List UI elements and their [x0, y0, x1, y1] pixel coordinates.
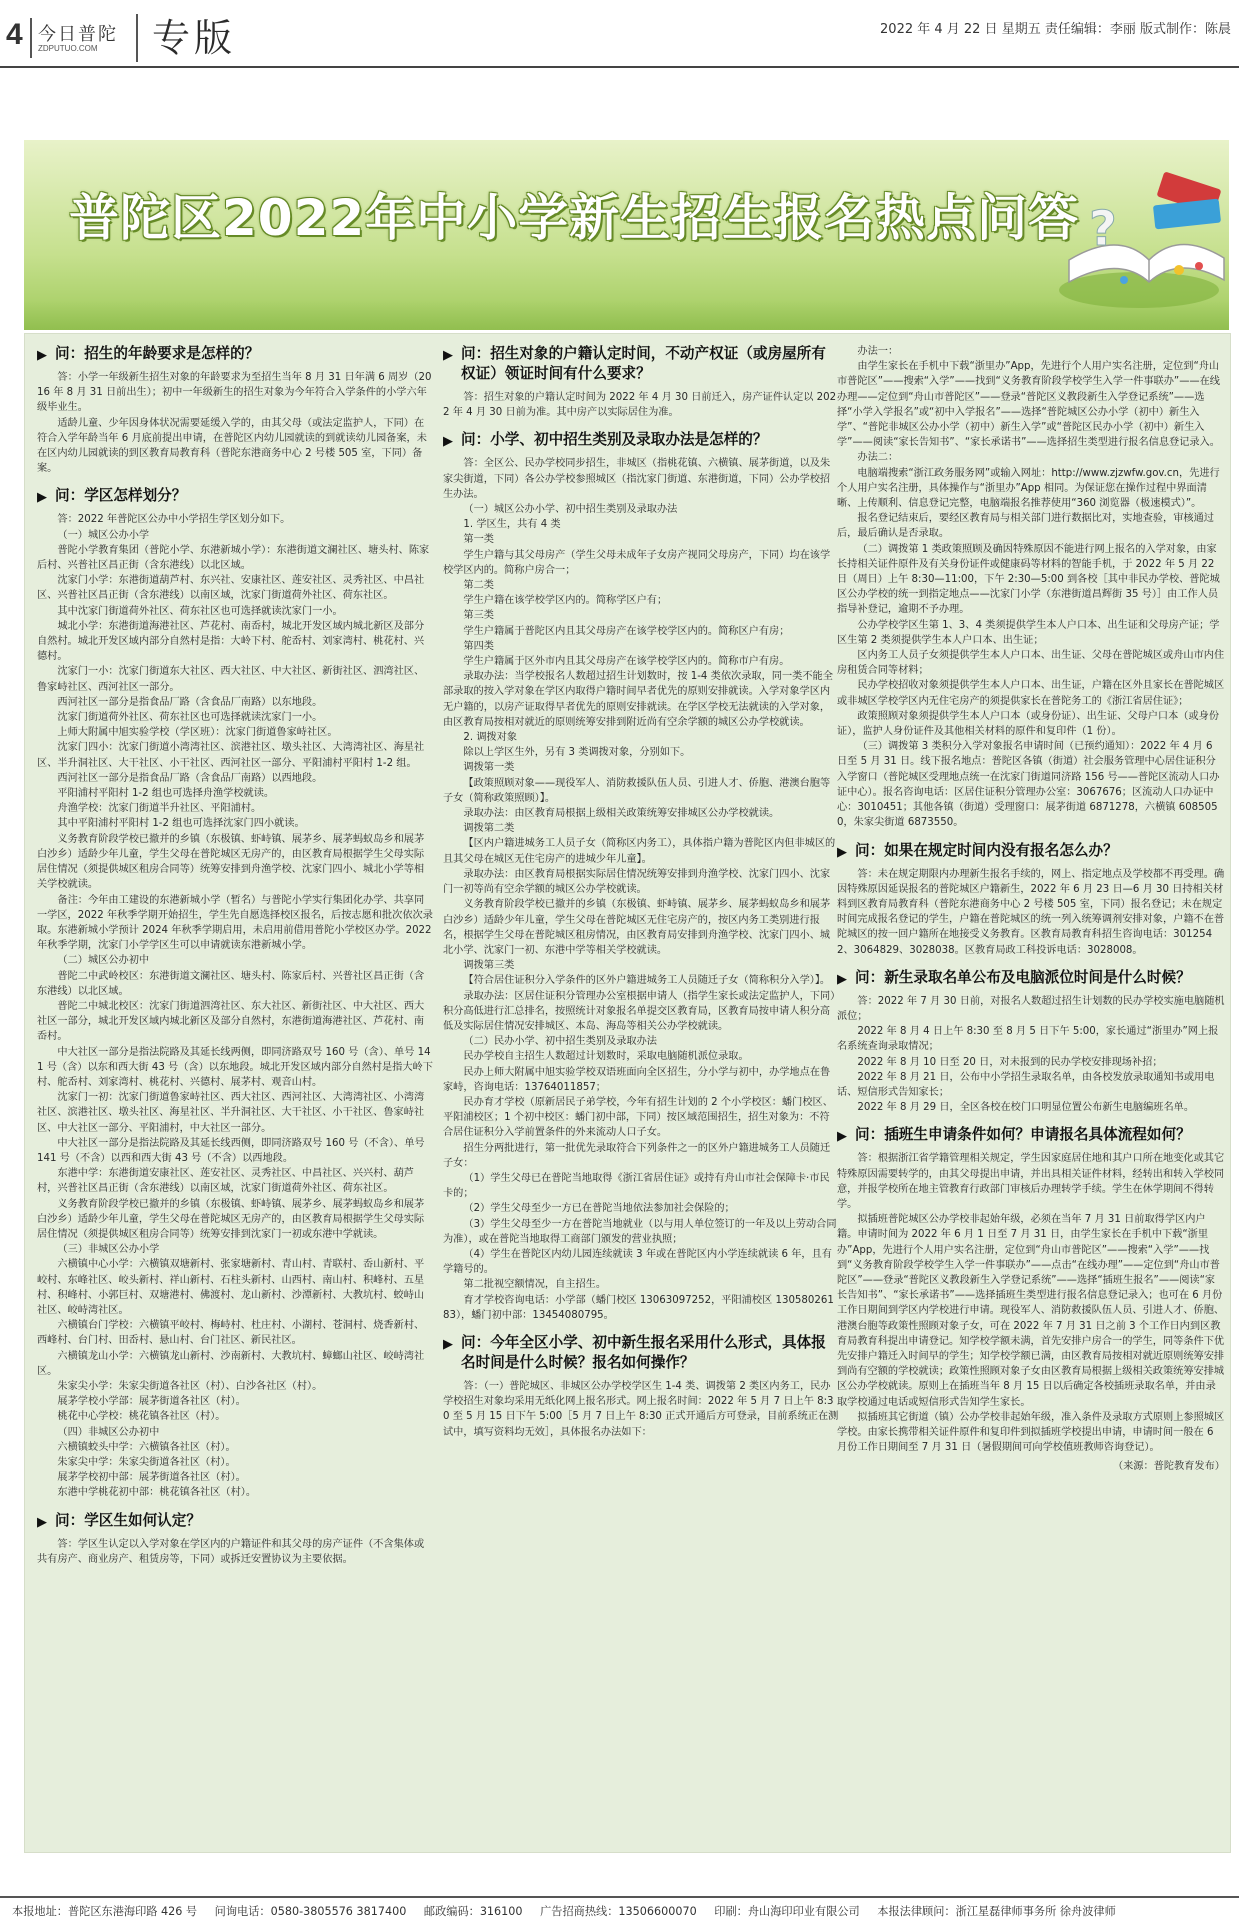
qa-block-enrollment-categories	[443, 430, 839, 1323]
answer-paragraph: 沈家门四小：沈家门街道小湾湾社区、滨港社区、墩头社区、大湾湾社区、海星社区、半升洞社区、大干社区、小干社区、西河社区一部分、平阳浦村平阳村 1-2 组。	[37, 742, 425, 769]
answer-paragraph: 录取办法：由区教育局根据上级相关政策统筹安排城区公办学校就读。	[463, 808, 780, 820]
question-text: 问：新生录取名单公布及电脑派位时间是什么时候？	[855, 968, 1191, 986]
answer-paragraph: 调拨第三类	[463, 960, 515, 972]
answer-paragraph: 2022 年 8 月 21 日，公布中小学招生录取名单，由各校发放录取通知书或用电话、短信形式告知家长；	[837, 1071, 1215, 1098]
answer-paragraph: 舟渔学校：沈家门街道半升社区、平阳浦村。	[57, 803, 262, 815]
answer-paragraph: 区内务工人员子女须提供学生本人户口本、出生证、父母在普陀城区或舟山市内住房租赁合同等材料；	[837, 650, 1225, 677]
answer-paragraph: 答：招生对象的户籍认定时间为 2022 年 4 月 30 日前迁入，房产证件认定以 2022 年 4 月 30 日前为准。其中房产以实际居住为准。	[443, 392, 837, 419]
answer-paragraph: 答：根据浙江省学籍管理相关规定，学生因家庭居住地和其户口所在地变化或其它特殊原因需要转学的，由其父母提出申请，并出具相关证件材料，经转出和转入学校同意，并报学校所在地主管教育行政部门审核后办理转学手续。学生在休学期间不得转学。	[837, 1153, 1225, 1210]
question-text: 问：如果在规定时间内没有报名怎么办？	[855, 841, 1118, 859]
triangle-bullet-icon: ▶	[837, 1129, 847, 1145]
qa-block-district	[37, 486, 433, 1500]
triangle-bullet-icon: ▶	[37, 348, 47, 363]
answer-paragraph: 其中沈家门街道荷外社区、荷东社区也可选择就读沈家门一小。	[57, 605, 343, 617]
footer-ad-hotline: 广告招商热线：13506600070	[540, 1905, 697, 1918]
answer-paragraph: 学生户籍属于区外市内且其父母房产在该学校学区内的。简称市户有房。	[463, 656, 790, 668]
footer-phone: 问询电话：0580-3805576 3817400	[214, 1905, 407, 1918]
answer-paragraph: 办法一：	[857, 346, 899, 357]
answer-paragraph: 朱家尖中学：朱家尖街道各社区（村）。	[57, 1457, 236, 1469]
answer-paragraph: （2）学生父母至少一方已在普陀当地依法参加社会保险的；	[463, 1203, 735, 1215]
question-heading	[443, 344, 839, 384]
answer-paragraph: 六横镇台门学校：六横镇平峧村、梅峙村、杜庄村、小湖村、苍洞村、烧香新村、西峰村、台门村、田岙村、悬山村、台门社区、新民社区。	[37, 1320, 425, 1347]
footer-address: 本报地址：普陀区东港海印路 426 号	[12, 1905, 198, 1918]
question-heading	[37, 486, 433, 506]
answer-paragraph: （二）调拨第 1 类政策照顾及确因特殊原因不能进行网上报名的入学对象，由家长持相关证件原件及有关身份证件或健康码等材料的智能手机，于 2022 年 5 月 22 日（周日）上午 8:30—11:00，下午 2:30—5:00 到各校［其中非民办学校、普陀城区公办学校的统一到指定地点——沈家门小学（东港街道昌辉街 35 号）］由工作人员指导补登记，逾期不予办理。	[837, 543, 1220, 616]
answer-paragraph: 沈家门小学：东港街道葫芦村、东兴社、安康社区、莲安社区、灵秀社区、中昌社区、兴普社区昌正街（含东港线）以南区域，沈家门街道荷外社区、荷东社区。	[37, 575, 425, 602]
answer-paragraph: 答：全区公、民办学校同步招生，非城区（指桃花镇、六横镇、展茅街道，以及朱家尖街道，下同）各公办学校参照城区（指沈家门街道、东港街道，下同）公办学校招生办法。	[443, 458, 831, 500]
answer-paragraph: 【政策照顾对象——现役军人、消防救援队伍人员、引进人才、侨胞、港澳台胞等子女（简称政策照顾）】。	[443, 777, 831, 804]
answer-paragraph: （4）学生在普陀区内幼儿园连续就读 3 年或在普陀区内小学连续就读 6 年，且有学籍号的。	[443, 1248, 832, 1276]
answer-paragraph: 录取办法：由区教育局根据实际居住情况统筹安排到舟渔学校、沈家门四小、沈家门一初等尚有空余学额的城区公办学校就读。	[443, 868, 831, 896]
answer-paragraph: 展茅学校初中部：展茅街道各社区（村）。	[57, 1472, 246, 1484]
answer-paragraph: 普陀二中城北校区：沈家门街道泗湾社区、东大社区、新街社区、中大社区、西大社区一部分，城北开发区域内城北新区及部分自然村，东港街道海港社区、芦花村、南岙村。	[37, 1000, 425, 1043]
answer-paragraph: 义务教育阶段学校已撤并的乡镇（东极镇、虾峙镇、展茅乡、展茅蚂蚁岛乡和展茅白沙乡）适龄少年儿童，学生父母在普陀城区无住宅房产的，按区内务工类别进行报名，根据学生父母在普陀城区租房情况，由区教育局安排到舟渔学校、沈家门四小、城北小学、沈家门一初、东港中学等相关学校就读。	[443, 899, 831, 956]
answer-paragraph: 义务教育阶段学校已撤并的乡镇（东极镇、虾峙镇、展茅乡、展茅蚂蚁岛乡和展茅白沙乡）适龄少年儿童，学生父母在普陀城区无房产的，由区教育局根据学生父母实际居住情况（须提供城区租房合同等）统筹安排到沈家门一初或东港中学就读。	[37, 1198, 425, 1240]
question-text: 问：招生的年龄要求是怎样的？	[55, 345, 260, 362]
answer-subheading: （四）非城区公办初中	[57, 1426, 160, 1438]
question-heading	[443, 430, 839, 450]
answer-paragraph: 2. 调拨对象	[463, 732, 518, 744]
answer-subheading: （三）非城区公办小学	[57, 1244, 160, 1256]
answer-paragraph: 学生户籍与其父母房产（学生父母未成年子女房产视同父母房产，下同）均在该学校学区内的。简称户房合一；	[443, 549, 831, 576]
question-heading	[443, 1333, 839, 1373]
answer-paragraph: 西河社区一部分是指食品厂路（含食品厂南路）以西地段。	[57, 772, 323, 784]
answer-paragraph: 政策照顾对象须提供学生本人户口本（或身份证）、出生证、父母户口本（或身份证），监护人身份证件及其他相关材料的原件和复印件（1 份）。	[837, 710, 1220, 738]
answer-paragraph: 其中平阳浦村平阳村 1-2 组也可选择沈家门四小就读。	[57, 818, 305, 830]
footer-printer: 印刷：舟山海印印业有限公司	[714, 1905, 860, 1918]
answer-paragraph: 沈家门街道荷外社区、荷东社区也可选择就读沈家门一小。	[57, 712, 323, 724]
question-text: 问：小学、初中招生类别及录取办法是怎样的？	[461, 431, 768, 449]
answer-paragraph: 第一类	[463, 534, 494, 546]
question-text: 问：今年全区小学、初中新生报名采用什么形式，具体报名时间是什么时候？报名如何操作？	[461, 1333, 826, 1371]
answer-paragraph: 适龄儿童、少年因身体状况需要延缓入学的，由其父母（或法定监护人，下同）在符合入学年龄当年 6 月底前提出申请，在普陀区内幼儿园就读的到就读幼儿园备案，未在区内幼儿园就读的到区教育局教育科（普陀东港商务中心 2 号楼 505 室，下同）备案。	[37, 417, 427, 475]
question-heading	[37, 1511, 433, 1531]
qa-block-methods-cont	[837, 344, 1225, 831]
qa-block-age	[37, 344, 433, 476]
answer-paragraph: 第四类	[463, 640, 494, 652]
answer-paragraph: 学生户籍在该学校学区内的。简称学区户有；	[463, 595, 668, 607]
answer-subheading: （二）城区公办初中	[57, 955, 150, 967]
answer-paragraph: 朱家尖小学：朱家尖街道各社区（村）、白沙各社区（村）。	[57, 1381, 323, 1392]
answer-subheading: （一）城区公办小学、初中招生类别及录取办法	[463, 504, 678, 516]
qa-block-late-registration	[837, 841, 1225, 958]
answer-paragraph: 2022 年 8 月 10 日至 20 日，对未报到的民办学校安排现场补招；	[857, 1056, 1163, 1068]
answer-paragraph: 公办学校学区生第 1、3、4 类须提供学生本人户口本、出生证和父母房产证；学区生第 2 类须提供学生本人户口本、出生证；	[837, 619, 1220, 646]
qa-block-registration-method	[443, 1333, 839, 1440]
answer-paragraph: 答：小学一年级新生招生对象的年龄要求为至招生当年 8 月 31 日年满 6 周岁（2016 年 8 月 31 日前出生）；初中一年级新生的招生对象为今年符合入学条件的小学六年级毕业生。	[37, 372, 432, 414]
answer-paragraph: 上师大附属中旭实验学校（学区班）：沈家门街道鲁家峙社区。	[57, 727, 338, 739]
answer-paragraph: 桃花中心学校：桃花镇各社区（村）。	[57, 1411, 226, 1423]
answer-paragraph: 中大社区一部分是指法院路及其延长线两侧，即同济路双号 160 号（含）、单号 141 号（含）以东和西大街 43 号（含）以东地段。城北开发区域内部分自然村是指大岭下村、舵岙村、刘家湾村、桃花村、兴德村、展茅村、观音山村。	[37, 1046, 433, 1088]
answer-paragraph: 第三类	[463, 610, 494, 622]
footer-legal-advisor: 本报法律顾问：浙江星磊律师事务所 徐舟波律师	[877, 1905, 1116, 1918]
answer-paragraph: 答：学区生认定以入学对象在学区内的户籍证件和其父母的房产证件（不含集体或共有房产、商业房产、租赁房等，下同）或拆迁安置协议为主要依据。	[37, 1538, 425, 1565]
answer-paragraph: 民办学校招收对象须提供学生本人户口本、出生证，户籍在区外且家长在普陀城区或非城区学校学区内无住宅房产的须提供家长在普陀务工的《浙江省居住证》；	[837, 680, 1225, 707]
masthead-rule	[0, 66, 1239, 68]
logo-text: 今日普陀	[38, 24, 118, 45]
answer-paragraph: 学生户籍属于普陀区内且其父母房产在该学校学区内的。简称区户有房；	[463, 625, 790, 637]
page-number: 4	[6, 18, 23, 51]
answer-paragraph: 拟插班普陀城区公办学校非起始年级，必须在当年 7 月 31 日前取得学区内户籍。申请时间为 2022 年 6 月 1 日至 7 月 31 日，由学生家长在手机中下载“浙里办”App，先进行个人用户实名注册，定位到“舟山市普陀区”——搜索“入学”——找到“义务教育阶段学校学生入学一件事联办”——点击“在线办理”——定位到“舟山市普陀区”——登录“普陀区义教段新生入学登记系统”——选择“插班生报名”——阅读“家长告知书”、“家长承诺书”——选择插班生类型进行报名信息登记录入；也可在 6 月份工作日期间到学区内学校进行申请。现役军人、消防救援队伍人员、引进人才、侨胞、港澳台胞等政策性照顾对象子女，可在 2022 年 7 月 31 日之前 3 个工作日内到区教育局教育科提出申请登记。知学校学额未满，首先安排户房合一的学生，同等条件下优先安排户籍迁入时间早的学生；知学校学额已满，由区教育局按相对就近原则统筹安排到尚有空额的学校就读；政策性照顾对象子女由区教育局根据上级相关政策统筹安排城区公办学校就读。原则上在插班当年 8 月 15 日以后确定各校插班录取名单，并由录取学校通过电话或短信形式告知学生家长。	[837, 1214, 1225, 1408]
question-heading	[37, 344, 433, 364]
answer-paragraph: 由学生家长在手机中下载“浙里办”App，先进行个人用户实名注册，定位到“舟山市普陀区”——搜索“入学”——找到“义务教育阶段学校学生入学一件事联办”——在线办理——定位到“舟山市普陀区”——登录“普陀区义教段新生入学登记系统”——选择“小学入学报名”或“初中入学报名”——选择“普陀城区公办小学（初中）新生入学”、“普陀非城区公办小学（初中）新生入学”或“普陀区民办小学（初中）新生入学”——阅读“家长告知书”、“家长承诺书”——选择招生类型进行报名信息登记录入。	[837, 361, 1220, 449]
question-heading	[837, 1125, 1225, 1145]
answer-paragraph: 平阳浦村平阳村 1-2 组也可选择舟渔学校就读。	[57, 788, 275, 800]
answer-paragraph: 普陀二中武岭校区：东港街道文澜社区、塘头村、陈家后村、兴普社区昌正街（含东港线）以北区域。	[37, 970, 425, 997]
triangle-bullet-icon: ▶	[443, 1336, 453, 1352]
answer-paragraph: 展茅学校小学部：展茅街道各社区（村）。	[57, 1396, 246, 1408]
answer-paragraph: 电脑端搜索“浙江政务服务网”或输入网址：http://www.zjzwfw.gov.cn，先进行个人用户实名注册，具体操作与“浙里办”App 相同。为保证您在操作过程中界面清晰、上传顺利、信息登记完整，电脑端报名推荐使用“360 浏览器（极速模式）”。	[837, 467, 1220, 510]
answer-paragraph: 沈家门一小：沈家门街道东大社区、西大社区、中大社区、新街社区、泗湾社区、鲁家峙社区、西河社区一部分。	[37, 666, 425, 693]
newspaper-logo	[30, 18, 124, 58]
masthead	[0, 0, 1239, 80]
answer-paragraph: 【区内户籍进城务工人员子女（简称区内务工），具体指户籍为普陀区内但非城区的且其父母在城区无住宅房产的进城少年儿童】。	[443, 838, 836, 865]
answer-paragraph: 【符合居住证积分入学条件的区外户籍进城务工人员随迁子女（简称积分入学）】。	[463, 975, 831, 987]
triangle-bullet-icon: ▶	[837, 844, 847, 860]
footer-rule	[0, 1896, 1239, 1898]
answer-paragraph: 录取办法：区居住证积分管理办公室根据申请人（指学生家长或法定监护人，下同）积分高低进行汇总排名，按照统计对象报名单提交区教育局，区教育局按申请人积分高低及实际居住情况安排城区、本岛、海岛等相关公办学校就读。	[443, 990, 836, 1032]
triangle-bullet-icon: ▶	[837, 971, 847, 987]
answer-paragraph: 城北小学：东港街道海港社区、芦花村、南岙村，城北开发区域内城北新区及部分自然村。城北开发区域内部分自然村是指：大岭下村、舵岙村、刘家湾村、桃花村、兴德村。	[37, 620, 425, 663]
answer-paragraph: 东港中学桃花初中部：桃花镇各社区（村）。	[57, 1487, 257, 1499]
answer-paragraph: （1）学生父母已在普陀当地取得《浙江省居住证》或持有舟山市社会保障卡·市民卡的；	[443, 1172, 830, 1200]
answer-paragraph: 拟插班其它街道（镇）公办学校非起始年级，准入条件及录取方式原则上参照城区学校。由家长携带相关证件原件和复印件到拟插班学校提出申请，申请时间一般在 6 月份工作日期间至 7 月 31 日（暑假期间可向学校值班教师咨询登记）。	[837, 1411, 1225, 1454]
answer-paragraph: 西河社区一部分是指食品厂路（含食品厂南路）以东地段。	[57, 696, 323, 708]
answer-paragraph: 2022 年 8 月 29 日，全区各校在校门口明显位置公布新生电脑编班名单。	[857, 1102, 1195, 1114]
answer-paragraph: 第二类	[463, 580, 494, 592]
answer-paragraph: 中大社区一部分是指法院路及其延长线西侧，即同济路双号 160 号（不含）、单号 141 号（不含）以西和西大街 43 号（不含）以西地段。	[37, 1137, 425, 1164]
footer	[12, 1903, 1232, 1919]
triangle-bullet-icon: ▶	[37, 1514, 47, 1530]
answer-paragraph: 录取办法：当学校报名人数超过招生计划数时，按 1-4 类依次录取，同一类不能全部录取的按入学对象在学区内取得户籍时间早者优先的原则安排就读。入学对象学区内无户籍的，以房产证取得早者优先的原则安排就读。在学区学校无法就读的入学对象，由区教育局按相对就近的原则统筹安排到附近尚有空余学额的城区公办学校就读。	[443, 671, 833, 728]
answer-paragraph: 义务教育阶段学校已撤并的乡镇（东极镇、虾峙镇、展茅乡、展茅蚂蚁岛乡和展茅白沙乡）适龄少年儿童，学生父母在普陀城区无房产的，由区教育局根据学生父母实际居住情况（须提供城区租房合同等）统筹安排到舟渔学校、沈家门四小、城北小学等相关学校就读。	[37, 833, 425, 891]
question-text: 问：插班生申请条件如何？申请报名具体流程如何？	[855, 1126, 1191, 1144]
triangle-bullet-icon: ▶	[37, 490, 47, 506]
content-panel	[24, 333, 1231, 1853]
question-heading	[837, 841, 1225, 861]
answer-paragraph: 1. 学区生，共有 4 类	[463, 519, 561, 531]
answer-subheading: 民办上师大附属中旭实验学校双语班面向全区招生，分小学与初中，办学地点在鲁家峙，咨询电话：13764011857；	[443, 1066, 831, 1093]
book-illustration-icon	[1029, 140, 1229, 330]
answer-paragraph: 东港中学：东港街道安康社区、莲安社区、灵秀社区、中昌社区、兴兴村、葫芦村，兴普社区昌正街（含东港线）以南区域，沈家门街道荷外社区、荷东社区。	[37, 1168, 414, 1195]
answer-paragraph: 调拨第一类	[463, 762, 515, 774]
answer-paragraph: 沈家门一初：沈家门街道鲁家峙社区、西大社区、西河社区、大湾湾社区、小湾湾社区、滨港社区、墩头社区、海星社区、半升洞社区、大干社区、小干社区、鲁家峙社区、中大社区一部分、平阳浦村，中大社区一部分。	[37, 1092, 425, 1134]
logo-subtext: ZDPUTUO.COM	[38, 44, 98, 53]
triangle-bullet-icon: ▶	[443, 434, 453, 450]
column-2	[443, 334, 839, 1440]
qa-block-admission-list	[837, 968, 1225, 1116]
qa-block-registration-time	[443, 344, 839, 420]
source-signature: （来源：普陀教育发布）	[1112, 1461, 1225, 1473]
headline: 普陀区2022年中小学新生招生报名热点问答	[69, 189, 1080, 247]
answer-paragraph: 六横镇中心小学：六横镇双塘新村、张家塘新村、青山村、青联村、岙山新村、平峧村、东峰社区、峧头新村、祥山新村、石柱头新村、山西村、南山村、积峰村、五星村、积峰村、小郭巨村、双塘港村、佛渡村、龙山新村、沙潭新村、大教坑村、蛟峙山社区、峧峙湾社区。	[37, 1259, 425, 1316]
qa-block-recognition	[37, 1511, 433, 1567]
answer-paragraph: 答：未在规定期限内办理新生报名手续的，网上、指定地点及学校都不再受理。确因特殊原因延误报名的普陀城区户籍新生，2022 年 6 月 23 日—6 月 30 日持相关材料到区教育局教育科（普陀东港商务中心 2 号楼 505 室，下同）报名登记；未在规定时间完成报名登记的学生，户籍在普陀城区的统一列入统筹调剂安排对象，户籍不在普陀城区的按一回户籍所在地接受义务教育。区教育局教育科招生咨询电话：3012542、3064829、3028038。区教育局政工科投诉电话：3028008。	[837, 868, 1225, 956]
section-title: 专版	[136, 14, 236, 62]
answer-paragraph: 调拨第二类	[463, 823, 515, 835]
answer-paragraph: 报名登记结束后，要经区教育局与相关部门进行数据比对，实地查验，审核通过后，最后确认是否录取。	[837, 513, 1214, 540]
answer-paragraph: 育才学校咨询电话：小学部（蟠门校区 13063097252，平阳浦校区 13058026183），蟠门初中部：13454080795。	[443, 1294, 834, 1321]
column-3	[837, 334, 1225, 1474]
headline-banner	[24, 140, 1229, 330]
qa-block-transfer	[837, 1125, 1225, 1455]
question-text: 问：学区生如何认定？	[55, 1511, 201, 1529]
answer-paragraph: 普陀小学教育集团（普陀小学、东港新城小学）：东港街道文澜社区、塘头村、陈家后村、兴普社区昌正街（含东港线）以北区域。	[37, 544, 430, 572]
answer-paragraph: 答：2022 年普陀区公办中小学招生学区划分如下。	[57, 514, 291, 526]
answer-paragraph: 答：（一）普陀城区、非城区公办学校学区生 1-4 类、调拨第 2 类区内务工，民办学校招生对象均采用无纸化网上报名形式。网上报名时间：2022 年 5 月 7 日上午 8:30 至 5 月 15 日下午 5:00［5 月 7 日上午 8:30 正式开通后方可登录，目前系统正在测试中，填写资料均无效］，具体报名办法如下：	[443, 1380, 839, 1438]
answer-paragraph: 答：2022 年 7 月 30 日前，对报名人数超过招生计划数的民办学校实施电脑随机派位；	[837, 995, 1225, 1022]
answer-paragraph: 第二批视空额情况，自主招生。	[463, 1279, 607, 1291]
answer-paragraph: 民办育才学校（原新居民子弟学校，今年有招生计划的 2 个小学校区：蟠门校区、平阳浦校区；1 个初中校区：蟠门初中部，下同）按区域范围招生，招生对象为：不符合居住证积分入学前置条件的外来流动人口子女。	[443, 1096, 833, 1139]
answer-paragraph: （二）民办小学、初中招生类别及录取办法	[463, 1036, 657, 1048]
answer-paragraph: 除以上学区生外，另有 3 类调拨对象，分别如下。	[463, 747, 691, 759]
answer-subheading: （一）城区公办小学	[57, 529, 150, 541]
issue-info: 2022 年 4 月 22 日 星期五 责任编辑：李丽 版式制作：陈晨	[880, 22, 1231, 37]
question-text: 问：招生对象的户籍认定时间，不动产权证（或房屋所有权证）领证时间有什么要求？	[461, 345, 826, 382]
answer-paragraph: 六横镇龙山小学：六横镇龙山新村、沙南新村、大教坑村、蟑螂山社区、峧峙湾社区。	[37, 1350, 425, 1377]
answer-paragraph: （3）学生父母至少一方在普陀当地就业（以与用人单位签订的一年及以上劳动合同为准），或在普陀当地取得工商部门颁发的营业执照；	[443, 1218, 837, 1245]
answer-paragraph: 备注：今年由工建设的东港新城小学（暂名）与普陀小学实行集团化办学、共享同一学区，2022 年秋季学期开始招生，学生先自愿选择校区报名，后按志愿和批次依次录取。东港新城小学预计 2024 年秋季学期启用，未启用前借用普陀小学校区办学。2022 年秋季学期，沈家门小学学区生可以申请就读东港新城小学。	[37, 894, 433, 952]
answer-paragraph: 六横镇蛟头中学：六横镇各社区（村）。	[57, 1441, 236, 1453]
triangle-bullet-icon: ▶	[443, 348, 453, 363]
question-text: 问：学区怎样划分？	[55, 487, 187, 505]
question-heading	[837, 968, 1225, 988]
answer-paragraph: 2022 年 8 月 4 日上午 8:30 至 8 月 5 日下午 5:00，家长通过“浙里办”网上报名系统查询录取情况；	[837, 1026, 1219, 1053]
answer-paragraph: （三）调拨第 3 类积分入学对象报名申请时间（已预约通知）：2022 年 4 月 6 日至 5 月 31 日。线下报名地点：普陀区各镇（街道）社会服务管理中心居住证积分入学窗口（普陀城区受理地点统一在沈家门街道同济路 156 号——普陀区流动人口办证中心）。报名咨询电话：区居住证积分管理办公室：3067676；区流动人口办证中心：3010451；其他各镇（街道）受理窗口：展茅街道 6871278，六横镇 6085050，朱家尖街道 6873550。	[837, 741, 1220, 829]
footer-postcode: 邮政编码：316100	[423, 1905, 523, 1918]
answer-paragraph: 招生分两批进行，第一批优先录取符合下列条件之一的区外户籍进城务工人员随迁子女：	[443, 1142, 831, 1169]
answer-paragraph: 办法二：	[857, 452, 899, 464]
column-1	[37, 334, 433, 1567]
svg-text:?: ?	[1089, 201, 1117, 257]
answer-paragraph: 民办学校自主招生人数超过计划数时，采取电脑随机派位录取。	[463, 1051, 749, 1063]
